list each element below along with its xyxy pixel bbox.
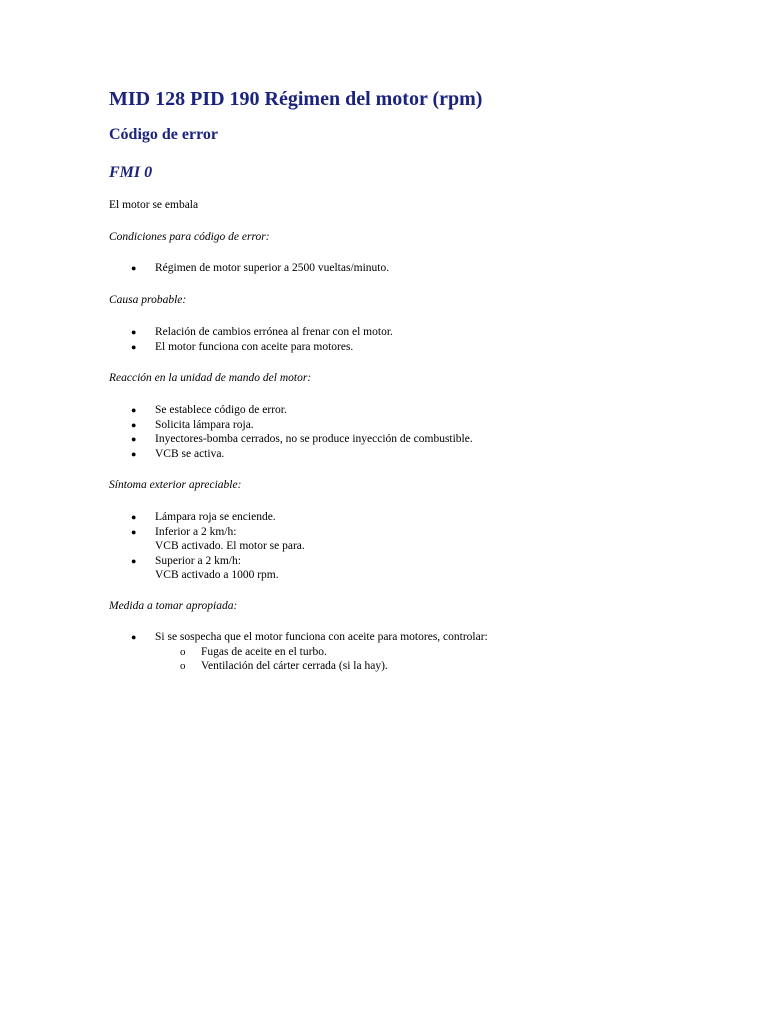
- list-item-text: Relación de cambios errónea al frenar con el motor.: [155, 326, 393, 338]
- list-item-text: Inyectores-bomba cerrados, no se produce inyección de combustible.: [155, 433, 473, 445]
- probable-cause-label: Causa probable:: [109, 294, 187, 306]
- list-item-text: Se establece código de error.: [155, 404, 287, 416]
- list-item: [0, 447, 473, 462]
- list-item-text: Lámpara roja se enciende.: [155, 511, 276, 523]
- bullet-icon: ●: [131, 526, 137, 537]
- conditions-list: [0, 261, 389, 276]
- list-item-text: Si se sospecha que el motor funciona con aceite para motores, controlar:: [155, 631, 488, 643]
- external-symptom-label: Síntoma exterior apreciable:: [109, 479, 242, 491]
- sub-list-item-text: Ventilación del cárter cerrada (si la hay).: [201, 660, 388, 672]
- action-list: [0, 630, 488, 674]
- description-text: El motor se embala: [109, 199, 199, 211]
- ecu-reaction-list: [0, 403, 473, 461]
- external-symptom-list: [0, 510, 305, 583]
- sub-list-item-text: Fugas de aceite en el turbo.: [201, 645, 327, 658]
- list-item-text: Inferior a 2 km/h:: [155, 525, 237, 538]
- list-item-text: Superior a 2 km/h:: [155, 554, 241, 567]
- fmi-heading: FMI 0: [109, 164, 153, 181]
- bullet-icon: ●: [131, 405, 137, 415]
- sub-list-item: [155, 645, 488, 660]
- list-item-text: VCB se activa.: [155, 447, 225, 460]
- list-item: [0, 432, 473, 447]
- list-item: [0, 630, 488, 674]
- list-item: [0, 554, 305, 583]
- page-title: MID 128 PID 190 Régimen del motor (rpm): [109, 88, 483, 110]
- bullet-icon: ●: [131, 632, 137, 642]
- sub-list: [155, 645, 488, 674]
- probable-cause-list: [0, 325, 393, 354]
- list-item-text: Régimen de motor superior a 2500 vueltas/minuto.: [155, 262, 390, 274]
- conditions-label: Condiciones para código de error:: [109, 231, 270, 243]
- ecu-reaction-label: Reacción en la unidad de mando del motor:: [109, 372, 312, 384]
- sub-bullet-icon: o: [180, 645, 186, 658]
- sub-bullet-icon: o: [180, 660, 186, 672]
- bullet-icon: ●: [131, 327, 137, 337]
- list-item-text: Solicita lámpara roja.: [155, 418, 254, 431]
- bullet-icon: ●: [131, 555, 137, 566]
- list-item-text: VCB activado a 1000 rpm.: [155, 569, 279, 581]
- bullet-icon: ●: [131, 419, 137, 430]
- list-item: [0, 403, 473, 418]
- list-item: [0, 418, 473, 433]
- bullet-icon: ●: [131, 512, 137, 522]
- list-item: [0, 525, 305, 554]
- bullet-icon: ●: [131, 341, 137, 352]
- action-label: Medida a tomar apropiada:: [109, 600, 238, 612]
- list-item-text: VCB activado. El motor se para.: [155, 540, 305, 552]
- bullet-icon: ●: [131, 263, 137, 273]
- list-item: [0, 325, 393, 340]
- bullet-icon: ●: [131, 448, 137, 459]
- list-item-text: El motor funciona con aceite para motores.: [155, 340, 354, 353]
- sub-list-item: [155, 659, 488, 674]
- bullet-icon: ●: [131, 434, 137, 444]
- list-item: [0, 510, 305, 525]
- list-item: [0, 261, 389, 276]
- list-item: [0, 340, 393, 355]
- section-heading-error-code: Código de error: [109, 126, 219, 143]
